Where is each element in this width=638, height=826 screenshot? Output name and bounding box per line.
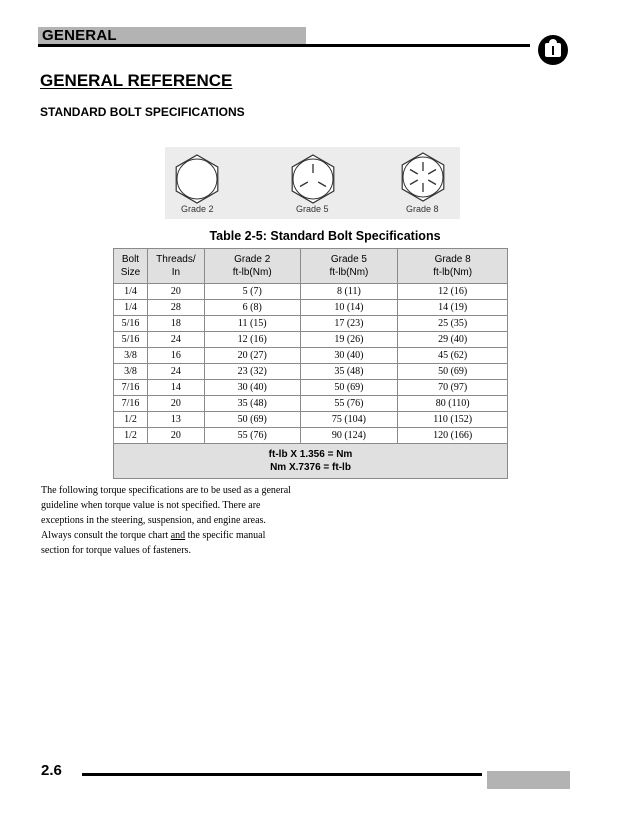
cell: 28 xyxy=(147,300,204,316)
bolt-head-hexagon xyxy=(292,155,334,203)
cell: 50 (69) xyxy=(300,380,398,396)
cell: 24 xyxy=(147,364,204,380)
cell: 5 (7) xyxy=(204,284,300,300)
cell: 5/16 xyxy=(114,332,148,348)
cell: 120 (166) xyxy=(398,428,508,444)
cell: 35 (48) xyxy=(204,396,300,412)
grade-5-label: Grade 5 xyxy=(296,204,329,214)
table-row xyxy=(114,316,508,332)
cell: 10 (14) xyxy=(300,300,398,316)
table-row xyxy=(114,284,508,300)
header-grade-5: Grade 5 ft-lb(Nm) xyxy=(300,249,398,284)
footer-rule xyxy=(82,773,482,776)
conversion-footer-row xyxy=(114,444,508,479)
cell: 3/8 xyxy=(114,348,148,364)
header-rule xyxy=(38,44,530,47)
cell: 45 (62) xyxy=(398,348,508,364)
table-row xyxy=(114,412,508,428)
cell: 30 (40) xyxy=(204,380,300,396)
bolt-spec-table xyxy=(113,248,508,479)
cell: 1/2 xyxy=(114,428,148,444)
header-grade-2: Grade 2 ft-lb(Nm) xyxy=(204,249,300,284)
cell: 13 xyxy=(147,412,204,428)
table-row xyxy=(114,300,508,316)
bolt-head-hexagon xyxy=(402,153,444,201)
bolt-head-hexagon xyxy=(176,155,218,203)
cell: 50 (69) xyxy=(398,364,508,380)
cell: 18 xyxy=(147,316,204,332)
cell: 25 (35) xyxy=(398,316,508,332)
cell: 20 xyxy=(147,396,204,412)
torque-guideline-paragraph: The following torque specifications are to be used as a general guideline when torque value is not specified. There are exceptions in the steering, suspension, and engine areas. Always consult the torque chart and the specific manual section for torque values of fasteners. xyxy=(41,485,291,556)
bolt-grade-figure xyxy=(165,147,460,219)
conversion-note: ft-lb X 1.356 = Nm Nm X.7376 = ft-lb xyxy=(114,444,508,479)
grade-8-label: Grade 8 xyxy=(406,204,439,214)
cell: 55 (76) xyxy=(300,396,398,412)
brand-logo-icon xyxy=(538,35,568,65)
table-row xyxy=(114,380,508,396)
table-header-row xyxy=(114,249,508,284)
cell: 20 (27) xyxy=(204,348,300,364)
cell: 55 (76) xyxy=(204,428,300,444)
cell: 7/16 xyxy=(114,396,148,412)
header-grade-8: Grade 8 ft-lb(Nm) xyxy=(398,249,508,284)
cell: 23 (32) xyxy=(204,364,300,380)
cell: 50 (69) xyxy=(204,412,300,428)
cell: 3/8 xyxy=(114,364,148,380)
table-caption: Table 2-5: Standard Bolt Specifications xyxy=(209,229,441,243)
cell: 20 xyxy=(147,428,204,444)
cell: 20 xyxy=(147,284,204,300)
section-header-title: GENERAL xyxy=(42,27,117,44)
header-bolt-size: Bolt Size xyxy=(114,249,148,284)
page-title: GENERAL REFERENCE xyxy=(40,71,233,90)
cell: 1/4 xyxy=(114,284,148,300)
cell: 70 (97) xyxy=(398,380,508,396)
cell: 14 (19) xyxy=(398,300,508,316)
cell: 8 (11) xyxy=(300,284,398,300)
cell: 29 (40) xyxy=(398,332,508,348)
cell: 19 (26) xyxy=(300,332,398,348)
cell: 110 (152) xyxy=(398,412,508,428)
cell: 90 (124) xyxy=(300,428,398,444)
footer-bar xyxy=(487,771,570,789)
cell: 75 (104) xyxy=(300,412,398,428)
page-number: 2.6 xyxy=(41,762,62,779)
cell: 5/16 xyxy=(114,316,148,332)
cell: 7/16 xyxy=(114,380,148,396)
cell: 1/4 xyxy=(114,300,148,316)
cell: 80 (110) xyxy=(398,396,508,412)
page-subtitle: STANDARD BOLT SPECIFICATIONS xyxy=(40,105,245,119)
cell: 11 (15) xyxy=(204,316,300,332)
cell: 6 (8) xyxy=(204,300,300,316)
table-row xyxy=(114,364,508,380)
cell: 30 (40) xyxy=(300,348,398,364)
cell: 12 (16) xyxy=(204,332,300,348)
cell: 14 xyxy=(147,380,204,396)
table-row xyxy=(114,428,508,444)
table-row xyxy=(114,396,508,412)
table-row xyxy=(114,332,508,348)
cell: 35 (48) xyxy=(300,364,398,380)
cell: 16 xyxy=(147,348,204,364)
grade-2-label: Grade 2 xyxy=(181,204,214,214)
header-threads: Threads/ In xyxy=(147,249,204,284)
cell: 17 (23) xyxy=(300,316,398,332)
cell: 1/2 xyxy=(114,412,148,428)
cell: 12 (16) xyxy=(398,284,508,300)
cell: 24 xyxy=(147,332,204,348)
table-row xyxy=(114,348,508,364)
